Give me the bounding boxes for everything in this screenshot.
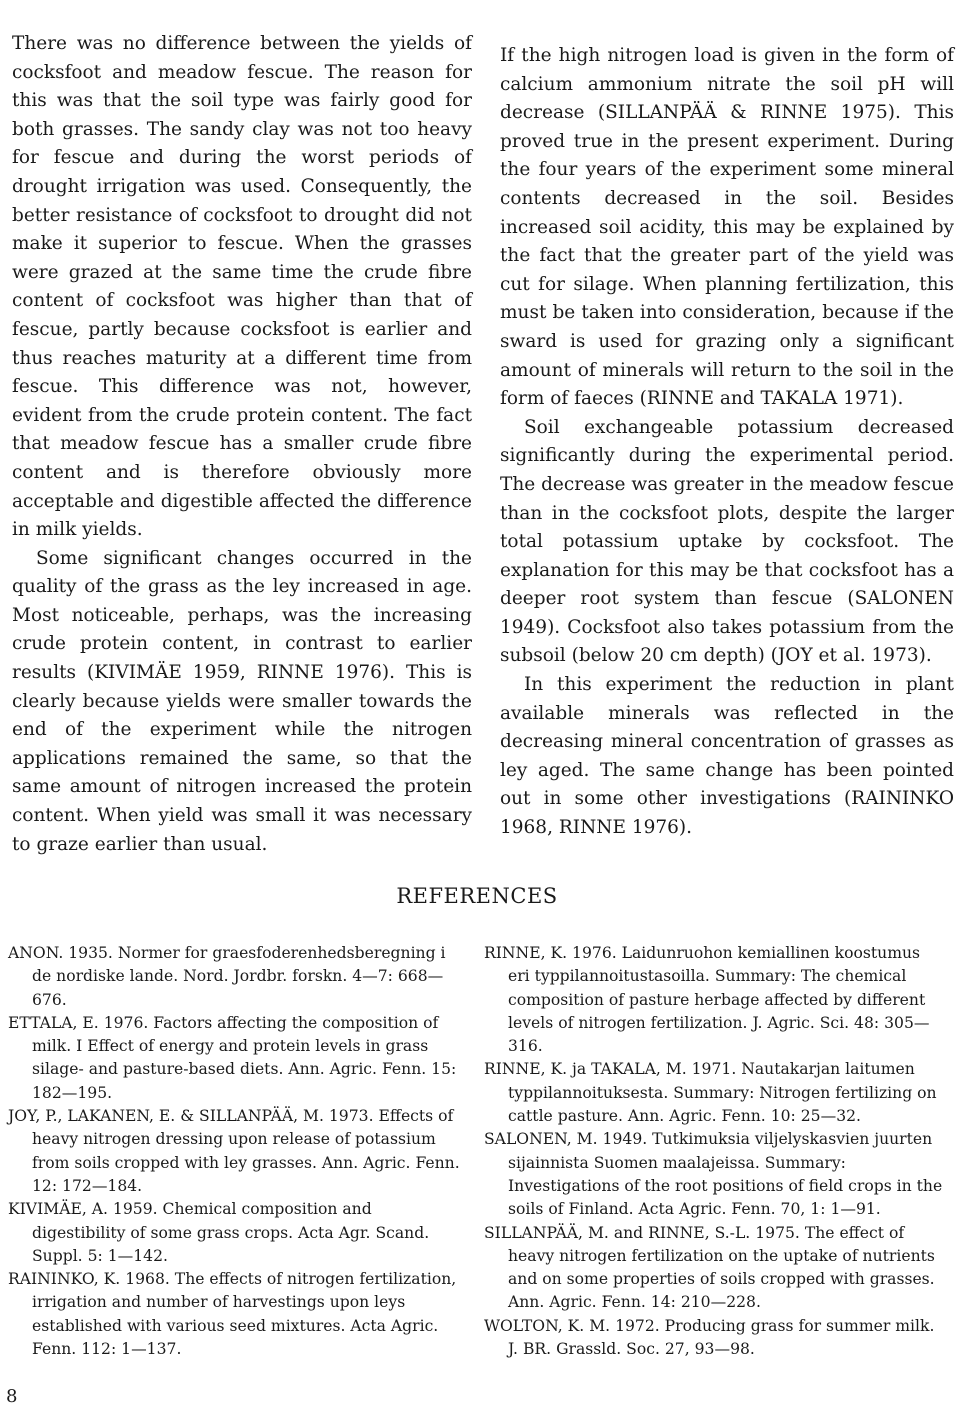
right-text-column xyxy=(500,42,954,843)
references-right-column xyxy=(484,942,944,1361)
body-paragraph: In this experiment the reduction in plant available minerals was reflected in the decreasing mineral concentration of grasses as ley aged. The same change has been pointed out in some other investigations (RAININKO 1968, RINNE 1976). xyxy=(500,674,954,839)
reference-entry: ETTALA, E. 1976. Factors affecting the composition of milk. I Effect of energy and protein levels in grass silage- and pasture-based diets. Ann. Agric. Fenn. 15: 182—195. xyxy=(8,1013,457,1102)
references-heading: REFERENCES xyxy=(396,884,558,908)
reference-entry: RINNE, K. 1976. Laidunruohon kemiallinen koostumus eri typpilannoitustasoilla. Summary: The chemical composition of pasture herbage affected by different levels of nitrogen fertilization. J. Agric. Sci. 48: 305—316. xyxy=(484,944,930,1056)
reference-entry: SALONEN, M. 1949. Tutkimuksia viljelyskasvien juurten sijainnista Suomen maalajeissa. Summary: Investigations of the root positions of field crops in the soils of Finland. Acta Agric. Fenn. 70, 1: 1—91. xyxy=(484,1130,943,1219)
body-paragraph: Some significant changes occurred in the quality of the grass as the ley increased in age. Most noticeable, perhaps, was the increasing crude protein content, in contrast to earlier results (KIVIMÄE 1959, RINNE 1976). This is clearly because yields were smaller towards the end of the experiment while the nitrogen applications remained the same, so that the same amount of nitrogen increased the protein content. When yield was small it was necessary to graze earlier than usual. xyxy=(12,547,472,855)
references-left-column xyxy=(8,942,468,1361)
reference-entry: ANON. 1935. Normer for graesfoderenhedsberegning i de nordiske lande. Nord. Jordbr. forskn. 4—7: 668—676. xyxy=(8,944,446,1009)
body-paragraph: If the high nitrogen load is given in the form of calcium ammonium nitrate the soil pH will decrease (SILLANPÄÄ & RINNE 1975). This proved true in the present experiment. During the four years of the experiment some mineral contents decreased in the soil. Besides increased soil acidity, this may be explained by the fact that the greater part of the yield was cut for silage. When planning fertilization, this must be taken into consideration, because if the sward is used for grazing only a significant amount of minerals will return to the soil in the form of faeces (RINNE and TAKALA 1971). xyxy=(500,45,954,410)
page-number: 8 xyxy=(6,1386,18,1407)
reference-entry: RAININKO, K. 1968. The effects of nitrogen fertilization, irrigation and number of harvestings upon leys established with various seed mixtures. Acta Agric. Fenn. 112: 1—137. xyxy=(8,1270,457,1359)
reference-entry: RINNE, K. ja TAKALA, M. 1971. Nautakarjan laitumen typpilannoituksesta. Summary: Nitrogen fertilizing on cattle pasture. Ann. Agric. Fenn. 10: 25—32. xyxy=(484,1060,937,1126)
reference-entry: SILLANPÄÄ, M. and RINNE, S.-L. 1975. The effect of heavy nitrogen fertilization on the uptake of nutrients and on some properties of soils cropped with grasses. Ann. Agric. Fenn. 14: 210—228. xyxy=(484,1223,935,1312)
body-paragraph: Soil exchangeable potassium decreased significantly during the experimental period. The decrease was greater in the meadow fescue than in the cocksfoot plots, despite the larger total potassium uptake by cocksfoot. The explanation for this may be that cocksfoot has a deeper root system than fescue (SALONEN 1949). Cocksfoot also takes potassium from the subsoil (below 20 cm depth) (JOY et al. 1973). xyxy=(500,416,955,667)
body-paragraph: There was no difference between the yields of cocksfoot and meadow fescue. The reason for this was that the soil type was fairly good for both grasses. The sandy clay was not too heavy for fescue and during the worst periods of drought irrigation was used. Consequently, the better resistance of cocksfoot to drought did not make it superior to fescue. When the grasses were grazed at the same time the crude fibre content of cocksfoot was higher than that of fescue, partly because cocksfoot is earlier and thus reaches maturity at a different time from fescue. This difference was not, however, evident from the crude protein content. The fact that meadow fescue has a smaller crude fibre content and is therefore obviously more acceptable and digestible affected the difference in milk yields. xyxy=(12,33,472,541)
reference-entry: KIVIMÄE, A. 1959. Chemical composition and digestibility of some grass crops. Acta Agr. Scand. Suppl. 5: 1—142. xyxy=(8,1200,430,1265)
left-text-column xyxy=(12,30,472,859)
reference-entry: JOY, P., LAKANEN, E. & SILLANPÄÄ, M. 1973. Effects of heavy nitrogen dressing upon release of potassium from soils cropped with ley grasses. Ann. Agric. Fenn. 12: 172—184. xyxy=(8,1107,460,1195)
reference-entry: WOLTON, K. M. 1972. Producing grass for summer milk. J. BR. Grassld. Soc. 27, 93—98. xyxy=(484,1316,935,1359)
